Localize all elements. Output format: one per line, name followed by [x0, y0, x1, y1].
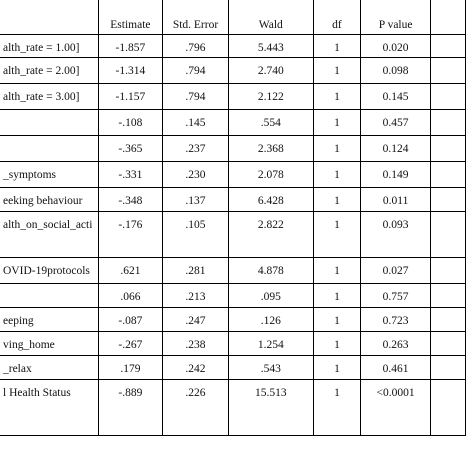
row-label: eeking behaviour	[0, 188, 98, 212]
std-error-cell: .242	[163, 356, 228, 380]
estimate-cell: -.087	[98, 308, 163, 332]
table-row	[0, 258, 466, 284]
std-error-cell: .145	[163, 110, 228, 136]
df-cell: 1	[313, 84, 360, 110]
estimate-cell: -.889	[98, 380, 163, 436]
row-label: _relax	[0, 356, 98, 380]
row-label: OVID-19protocols	[0, 258, 98, 284]
estimate-cell: -1.314	[98, 58, 163, 84]
table-row	[0, 212, 466, 258]
p-value-cell: 0.011	[361, 188, 431, 212]
df-cell: 1	[313, 284, 360, 308]
estimate-cell: -1.157	[98, 84, 163, 110]
std-error-cell: .105	[163, 212, 228, 258]
wald-cell: 2.122	[228, 84, 313, 110]
table-row	[0, 332, 466, 356]
wald-cell: 1.254	[228, 332, 313, 356]
wald-cell: .554	[228, 110, 313, 136]
std-error-cell: .238	[163, 332, 228, 356]
df-cell: 1	[313, 110, 360, 136]
table-row	[0, 110, 466, 136]
header-std-error: Std. Error	[163, 0, 228, 35]
p-value-cell: 0.757	[361, 284, 431, 308]
df-cell: 1	[313, 258, 360, 284]
row-label	[0, 136, 98, 162]
header-p-value: P value	[361, 0, 431, 35]
estimate-cell: .179	[98, 356, 163, 380]
p-value-cell: 0.124	[361, 136, 431, 162]
table-row	[0, 356, 466, 380]
table-row	[0, 136, 466, 162]
df-cell: 1	[313, 308, 360, 332]
wald-cell: 2.368	[228, 136, 313, 162]
header-df: df	[313, 0, 360, 35]
row-label	[0, 110, 98, 136]
table-row	[0, 380, 466, 436]
df-cell: 1	[313, 136, 360, 162]
p-value-cell: 0.263	[361, 332, 431, 356]
p-value-cell: 0.457	[361, 110, 431, 136]
extra-cell	[431, 284, 466, 308]
header-label-column	[0, 0, 98, 35]
header-estimate: Estimate	[98, 0, 163, 35]
df-cell: 1	[313, 212, 360, 258]
table-row	[0, 162, 466, 188]
std-error-cell: .237	[163, 136, 228, 162]
extra-cell	[431, 84, 466, 110]
std-error-cell: .230	[163, 162, 228, 188]
row-label: alth_rate = 1.00]	[0, 35, 98, 58]
p-value-cell: 0.145	[361, 84, 431, 110]
std-error-cell: .281	[163, 258, 228, 284]
extra-cell	[431, 356, 466, 380]
extra-cell	[431, 258, 466, 284]
wald-cell: 5.443	[228, 35, 313, 58]
p-value-cell: 0.461	[361, 356, 431, 380]
header-extra-column	[431, 0, 466, 35]
table-row	[0, 188, 466, 212]
estimate-cell: -.331	[98, 162, 163, 188]
df-cell: 1	[313, 188, 360, 212]
row-label: eeping	[0, 308, 98, 332]
row-label: alth_rate = 3.00]	[0, 84, 98, 110]
df-cell: 1	[313, 356, 360, 380]
row-label: alth_rate = 2.00]	[0, 58, 98, 84]
extra-cell	[431, 380, 466, 436]
wald-cell: 4.878	[228, 258, 313, 284]
row-label: ving_home	[0, 332, 98, 356]
df-cell: 1	[313, 162, 360, 188]
estimate-cell: .066	[98, 284, 163, 308]
extra-cell	[431, 162, 466, 188]
table-row	[0, 284, 466, 308]
std-error-cell: .794	[163, 58, 228, 84]
extra-cell	[431, 58, 466, 84]
wald-cell: 2.822	[228, 212, 313, 258]
header-row	[0, 0, 466, 35]
df-cell: 1	[313, 380, 360, 436]
wald-cell: .543	[228, 356, 313, 380]
std-error-cell: .226	[163, 380, 228, 436]
p-value-cell: 0.723	[361, 308, 431, 332]
p-value-cell: <0.0001	[361, 380, 431, 436]
extra-cell	[431, 110, 466, 136]
table-row	[0, 58, 466, 84]
table-row	[0, 35, 466, 58]
header-wald: Wald	[228, 0, 313, 35]
p-value-cell: 0.098	[361, 58, 431, 84]
estimate-cell: -.176	[98, 212, 163, 258]
table-row	[0, 308, 466, 332]
df-cell: 1	[313, 58, 360, 84]
std-error-cell: .794	[163, 84, 228, 110]
p-value-cell: 0.093	[361, 212, 431, 258]
estimate-cell: -.365	[98, 136, 163, 162]
estimate-cell: -.348	[98, 188, 163, 212]
wald-cell: 2.078	[228, 162, 313, 188]
table-row	[0, 84, 466, 110]
extra-cell	[431, 136, 466, 162]
p-value-cell: 0.149	[361, 162, 431, 188]
extra-cell	[431, 308, 466, 332]
wald-cell: .126	[228, 308, 313, 332]
p-value-cell: 0.027	[361, 258, 431, 284]
df-cell: 1	[313, 35, 360, 58]
row-label: _symptoms	[0, 162, 98, 188]
estimate-cell: -.267	[98, 332, 163, 356]
row-label: l Health Status	[0, 380, 98, 436]
df-cell: 1	[313, 332, 360, 356]
extra-cell	[431, 188, 466, 212]
std-error-cell: .247	[163, 308, 228, 332]
estimate-cell: -1.857	[98, 35, 163, 58]
wald-cell: 2.740	[228, 58, 313, 84]
extra-cell	[431, 212, 466, 258]
extra-cell	[431, 35, 466, 58]
row-label	[0, 284, 98, 308]
wald-cell: 6.428	[228, 188, 313, 212]
wald-cell: .095	[228, 284, 313, 308]
std-error-cell: .213	[163, 284, 228, 308]
estimate-cell: .621	[98, 258, 163, 284]
p-value-cell: 0.020	[361, 35, 431, 58]
std-error-cell: .796	[163, 35, 228, 58]
wald-cell: 15.513	[228, 380, 313, 436]
estimate-cell: -.108	[98, 110, 163, 136]
row-label: alth_on_social_acti	[0, 212, 98, 258]
extra-cell	[431, 332, 466, 356]
std-error-cell: .137	[163, 188, 228, 212]
